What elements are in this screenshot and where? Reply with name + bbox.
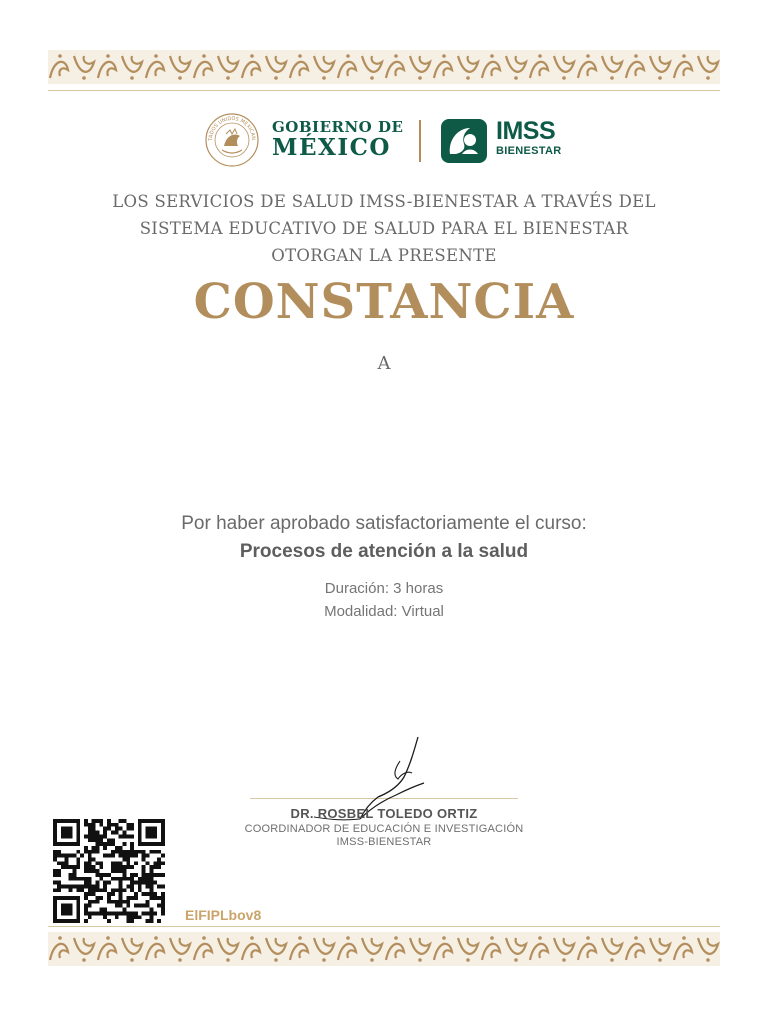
decorative-band-bottom: [48, 932, 720, 966]
verification-code: ElFIPLbov8: [185, 907, 262, 923]
course-name: Procesos de atención a la salud: [239, 541, 529, 562]
seal-text: TADOS UNIDOS MEXICAN: [207, 115, 257, 141]
bottom-rule: [48, 926, 720, 927]
imss-logo-line1: IMSS: [496, 117, 556, 145]
top-rule: [48, 90, 720, 91]
national-seal-icon: [204, 112, 260, 168]
gobierno-logo-line2: MÉXICO: [272, 134, 391, 161]
imss-bienestar-logo: [496, 118, 561, 158]
document-title: CONSTANCIA: [193, 274, 575, 330]
heading-line-3: OTORGAN LA PRESENTE: [271, 246, 497, 265]
verification-qr-code[interactable]: [53, 819, 165, 923]
signatory-name: DR. ROSBEL TOLEDO ORTIZ: [290, 806, 478, 821]
logo-divider: [419, 120, 421, 162]
course-intro: Por haber aprobado satisfactoriamente el curso:: [181, 513, 587, 534]
course-duration: Duración: 3 horas: [324, 580, 444, 597]
imss-logo-line2: BIENESTAR: [496, 145, 562, 157]
signatory-role: COORDINADOR DE EDUCACIÓN E INVESTIGACIÓN: [244, 823, 524, 835]
heading-line-1: LOS SERVICIOS DE SALUD IMSS-BIENESTAR A TRAVÉS DEL: [112, 192, 656, 211]
signatory-organization: IMSS-BIENESTAR: [336, 836, 432, 848]
course-modality: Modalidad: Virtual: [324, 603, 444, 620]
gobierno-de-mexico-logo: [272, 118, 403, 160]
header-logos: [0, 108, 768, 170]
imss-bienestar-icon: [440, 118, 488, 164]
heading-line-2: SISTEMA EDUCATIVO DE SALUD PARA EL BIENESTAR: [139, 219, 629, 238]
decorative-band-top: [48, 50, 720, 84]
issuer-heading: [60, 188, 708, 269]
gobierno-logo-line1: GOBIERNO DE: [272, 118, 404, 136]
recipient-prefix: A: [377, 353, 391, 374]
